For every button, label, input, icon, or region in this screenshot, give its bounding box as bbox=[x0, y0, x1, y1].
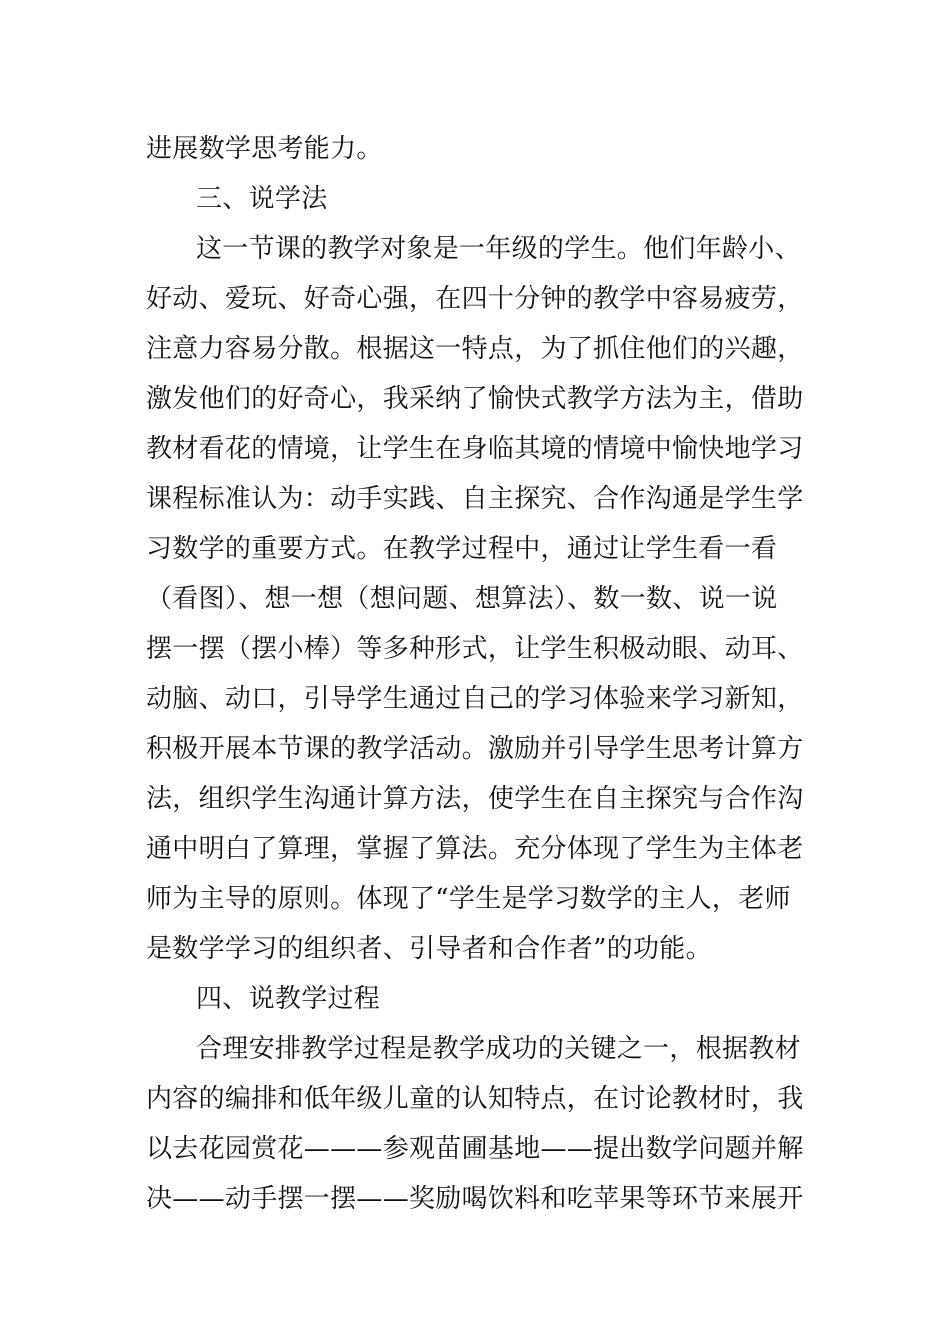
text-line: 内容的编排和低年级儿童的认知特点，在讨论教材时，我 bbox=[146, 1084, 804, 1114]
text-line: 教材看花的情境，让学生在身临其境的情境中愉快地学习 bbox=[146, 434, 804, 464]
text-line: 积极开展本节课的教学活动。激励并引导学生思考计算方 bbox=[146, 734, 804, 764]
text-line: 进展数学思考能力。 bbox=[146, 134, 383, 164]
text-line: （看图）、想一想（想问题、想算法）、数一数、说一说 bbox=[146, 584, 778, 614]
text-line: 这一节课的教学对象是一年级的学生。他们年龄小、 bbox=[196, 234, 801, 264]
text-line: 是数学学习的组织者、引导者和合作者”的功能。 bbox=[146, 934, 712, 964]
text-line: 通中明白了算理，掌握了算法。充分体现了学生为主体老 bbox=[146, 834, 804, 864]
text-line: 摆一摆（摆小棒）等多种形式，让学生积极动眼、动耳、 bbox=[146, 634, 804, 664]
text-line: 决——动手摆一摆——奖励喝饮料和吃苹果等环节来展开 bbox=[146, 1184, 804, 1214]
text-line: 好动、爱玩、好奇心强，在四十分钟的教学中容易疲劳， bbox=[146, 284, 804, 314]
text-line: 激发他们的好奇心，我采纳了愉快式教学方法为主，借助 bbox=[146, 384, 804, 414]
section-heading: 四、说教学过程 bbox=[196, 984, 381, 1014]
text-line: 习数学的重要方式。在教学过程中，通过让学生看一看 bbox=[146, 534, 778, 564]
text-line: 注意力容易分散。根据这一特点，为了抓住他们的兴趣， bbox=[146, 334, 804, 364]
text-line: 法，组织学生沟通计算方法，使学生在自主探究与合作沟 bbox=[146, 784, 804, 814]
text-line: 师为主导的原则。体现了“学生是学习数学的主人，老师 bbox=[146, 884, 791, 914]
text-line: 合理安排教学过程是教学成功的关键之一，根据教材 bbox=[196, 1034, 801, 1064]
text-line: 以去花园赏花———参观苗圃基地——提出数学问题并解 bbox=[146, 1134, 804, 1164]
text-line: 课程标准认为：动手实践、自主探究、合作沟通是学生学 bbox=[146, 484, 804, 514]
section-heading: 三、说学法 bbox=[196, 184, 328, 214]
text-line: 动脑、动口，引导学生通过自己的学习体验来学习新知， bbox=[146, 684, 804, 714]
